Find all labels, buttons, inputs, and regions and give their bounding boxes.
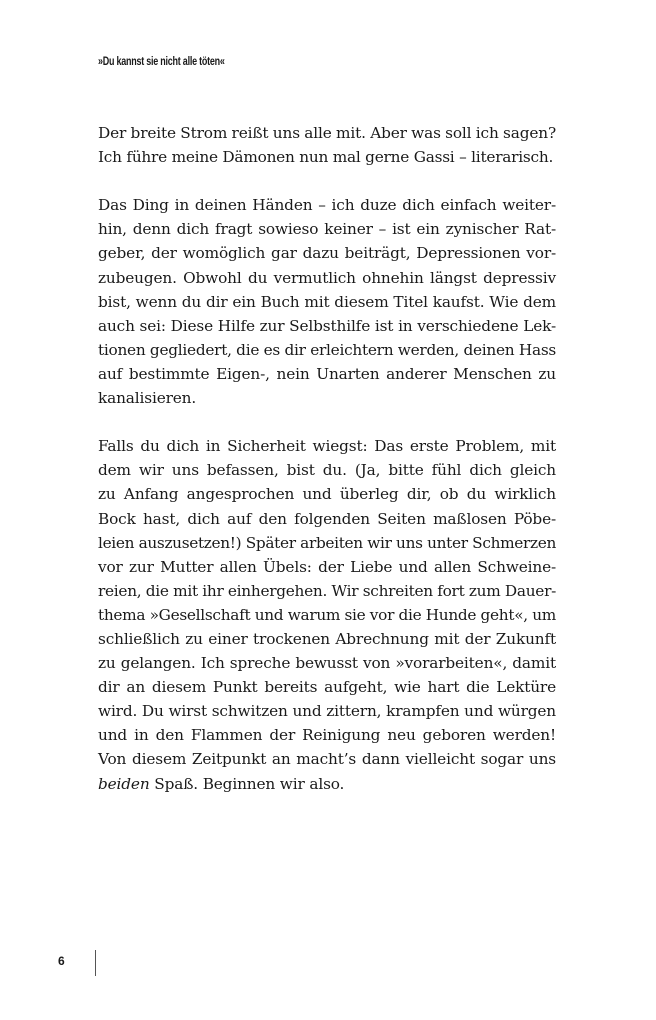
text-line: schließlich zu einer trockenen Abrechnung mit der Zukunft (98, 629, 556, 648)
text-line: Von diesem Zeitpunkt an macht’s dann vielleicht sogar uns (98, 750, 556, 769)
text-line: reien, die mit ihr einhergehen. Wir schreiten fort zum Dauer- (98, 581, 556, 600)
text-line: Der breite Strom reißt uns alle mit. Aber was soll ich sagen? (98, 124, 556, 142)
text-line: und in den Flammen der Reinigung neu geboren werden! (98, 726, 556, 745)
text-line: zu gelangen. Ich spreche bewusst von »vorarbeiten«, damit (98, 654, 556, 673)
text-line: Bock hast, dich auf den folgenden Seiten maßlosen Pöbe- (98, 509, 556, 528)
text-line: kanalisieren. (98, 389, 197, 408)
text-line: dir an diesem Punkt bereits aufgeht, wie hart die Lektüre (98, 678, 556, 697)
text-line: hin, denn dich fragt sowieso keiner – ist ein zynischer Rat- (98, 220, 556, 239)
text-fragment: Spaß. Beginnen wir also. (149, 774, 345, 793)
text-line: vor zur Mutter allen Übels: der Liebe und allen Schweine- (98, 557, 556, 576)
text-line: Das Ding in deinen Händen – ich duze dich einfach weiter- (98, 196, 556, 215)
text-line: leien auszusetzen!) Später arbeiten wir uns unter Schmerzen (98, 533, 556, 552)
paragraph-3 (98, 434, 556, 795)
text-line: zubeugen. Obwohl du vermutlich ohnehin längst depressiv (98, 268, 556, 287)
paragraph-2 (98, 193, 556, 410)
paragraph-1 (98, 121, 556, 169)
text-line: auf bestimmte Eigen-, nein Unarten anderer Menschen zu (98, 364, 556, 383)
text-line: tionen gegliedert, die es dir erleichtern werden, deinen Hass (98, 340, 556, 359)
text-line: wird. Du wirst schwitzen und zittern, krampfen und würgen (98, 702, 556, 721)
text-line: dem wir uns befassen, bist du. (Ja, bitte fühl dich gleich (98, 461, 556, 480)
running-head: »Du kannst sie nicht alle töten« (98, 56, 225, 68)
emphasis: beiden (98, 774, 150, 793)
page-number-divider (95, 950, 96, 976)
text-line: thema »Gesellschaft und warum sie vor die Hunde geht«, um (98, 605, 556, 624)
text-line: Ich führe meine Dämonen nun mal gerne Gassi – literarisch. (98, 148, 554, 167)
page-number: 6 (58, 954, 65, 968)
text-line: geber, der womöglich gar dazu beiträgt, Depressionen vor- (98, 244, 556, 263)
text-line: bist, wenn du dir ein Buch mit diesem Titel kaufst. Wie dem (98, 292, 556, 311)
text-line: zu Anfang angesprochen und überleg dir, ob du wirklich (98, 485, 556, 504)
text-line: auch sei: Diese Hilfe zur Selbsthilfe ist in verschiedene Lek- (98, 316, 556, 335)
text-line: Falls du dich in Sicherheit wiegst: Das erste Problem, mit (98, 437, 556, 456)
body-text (98, 121, 556, 796)
text-line-final (98, 772, 556, 796)
